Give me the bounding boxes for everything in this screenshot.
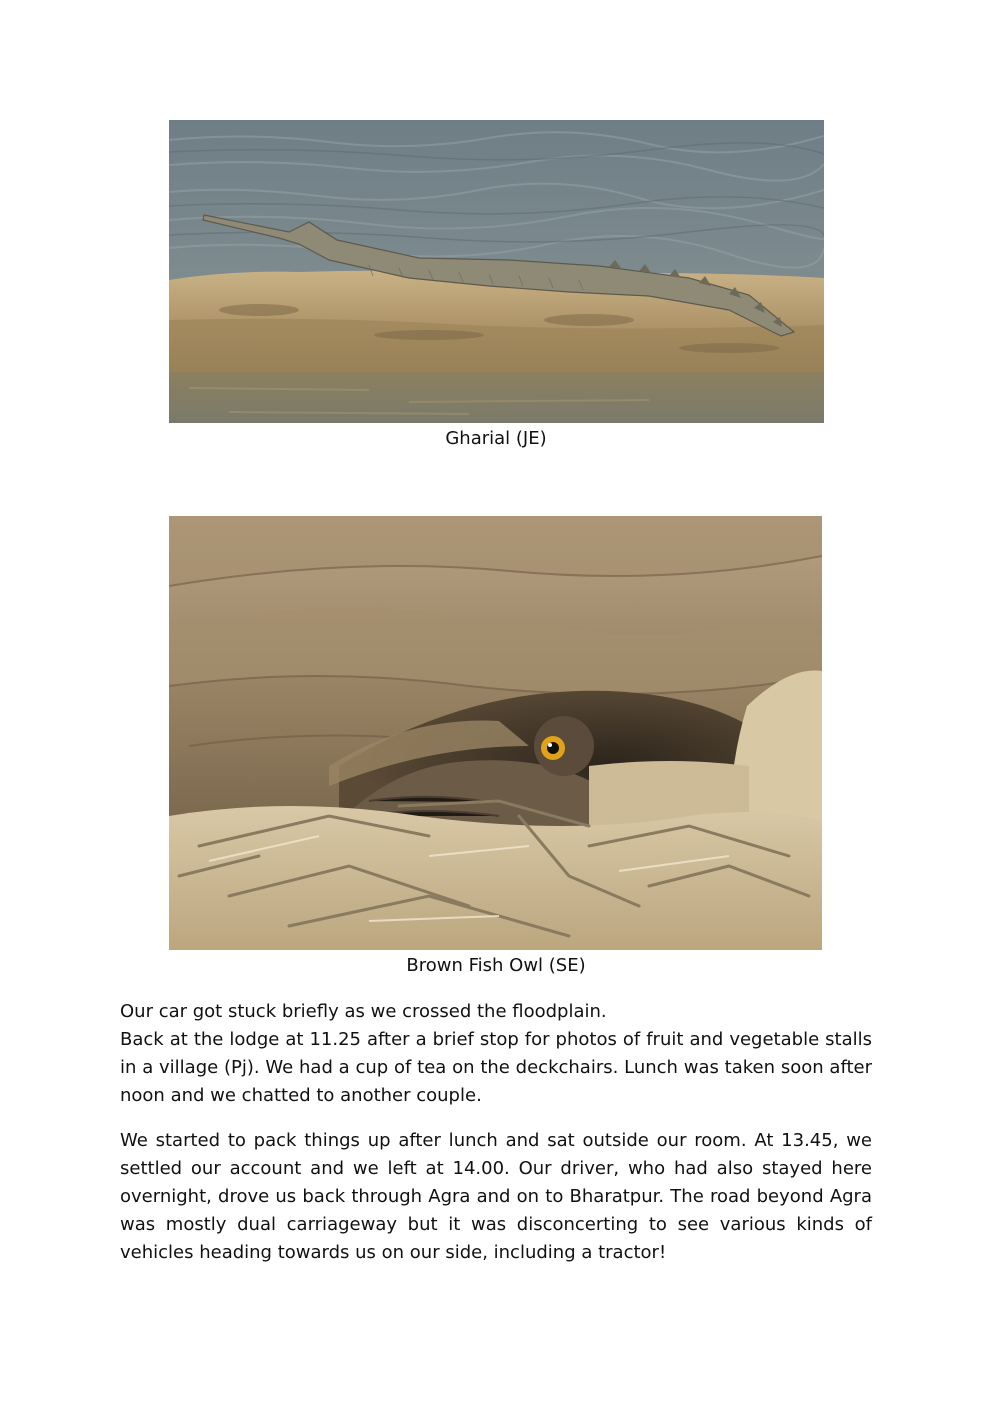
photo-caption: Brown Fish Owl (SE)	[406, 955, 586, 976]
paragraph-text: Back at the lodge at 11.25 after a brief stop for photos of fruit and vegetable stalls in a village (Pj). We had a cup of tea on the deckchairs. Lunch was taken soon after noon and we chatted to another couple.	[120, 1029, 872, 1106]
paragraph-text: We started to pack things up after lunch and sat outside our room. At 13.45, we settled our account and we left at 14.00. Our driver, who had also stayed here overnight, drove us back through Agra and on to Bharatpur. The road beyond Agra was mostly dual carriageway but it was disconcerting to see various kinds of vehicles heading towards us on our side, including a tractor!	[120, 1130, 872, 1263]
body-paragraph	[120, 998, 872, 1026]
body-paragraph	[120, 1127, 872, 1267]
body-paragraph	[120, 1026, 872, 1110]
owl-photo	[169, 516, 822, 950]
photo-caption: Gharial (JE)	[445, 428, 547, 449]
gharial-photo	[169, 120, 824, 423]
paragraph-text: Our car got stuck briefly as we crossed the floodplain.	[120, 1001, 607, 1022]
